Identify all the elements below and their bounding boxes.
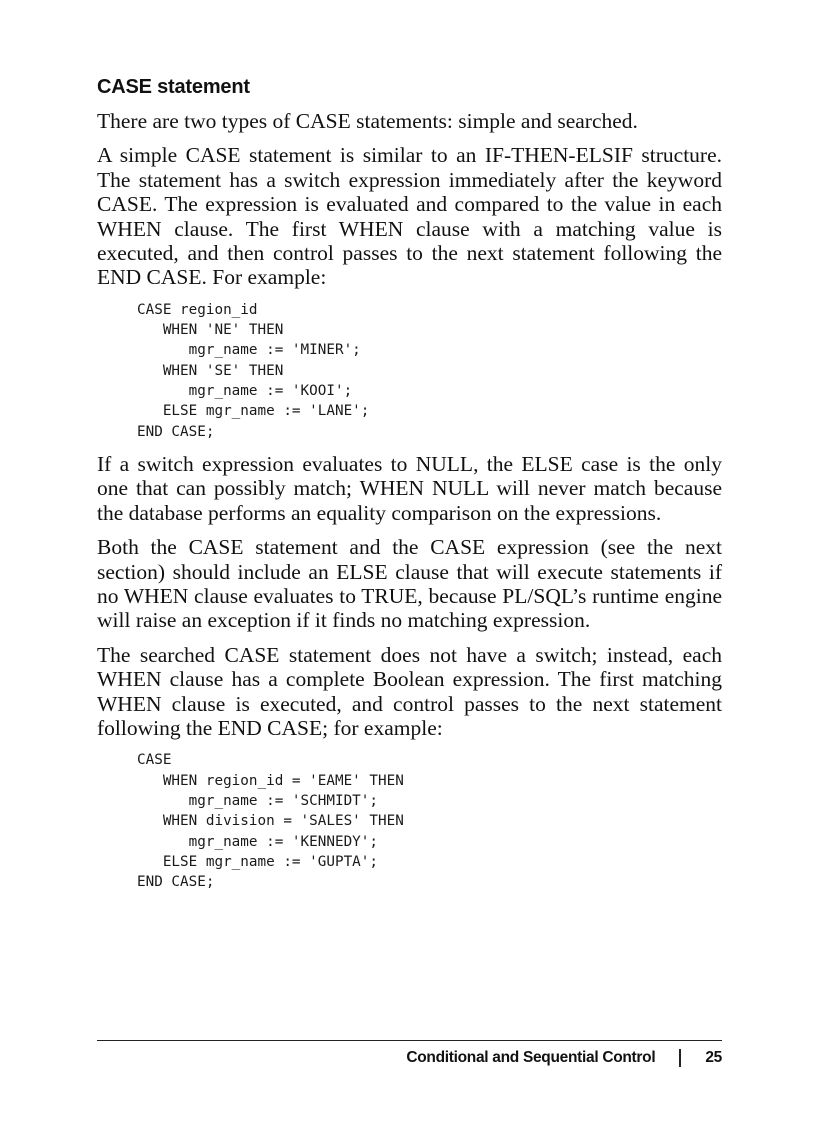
paragraph-null-switch: If a switch expression evaluates to NULL, the ELSE case is the only one that can possibly match; WHEN NULL will never match because the database performs an equality comparison on the expressions. xyxy=(97,451,722,525)
code-line: WHEN division = 'SALES' THEN xyxy=(137,813,404,830)
code-block-searched-case xyxy=(137,750,722,892)
paragraph-searched-case: The searched CASE statement does not have a switch; instead, each WHEN clause has a complete Boolean expression. The first matching WHEN clause is executed, and control passes to the next statement following the END CASE; for example: xyxy=(97,642,722,740)
code-block-simple-case xyxy=(137,300,722,442)
code-line: WHEN 'NE' THEN xyxy=(137,322,284,339)
paragraph-else-clause: Both the CASE statement and the CASE expression (see the next section) should include an ELSE clause that will execute statements if no WHEN clause evaluates to TRUE, because PL/SQL’s runtime engine will raise an exception if it finds no matching expression. xyxy=(97,535,722,633)
code-line: mgr_name := 'MINER'; xyxy=(137,342,361,359)
code-line: CASE region_id xyxy=(137,301,258,318)
code-line: mgr_name := 'SCHMIDT'; xyxy=(137,792,379,809)
code-line: ELSE mgr_name := 'GUPTA'; xyxy=(137,853,379,870)
footer-separator xyxy=(679,1049,681,1067)
code-line: WHEN region_id = 'EAME' THEN xyxy=(137,772,404,789)
paragraph-simple-case: A simple CASE statement is similar to an IF-THEN-ELSIF structure. The statement has a switch expression immediately after the keyword CASE. The expression is evaluated and compared to the value in each WHEN clause. The first WHEN clause with a matching value is executed, and then control passes to the next statement following the END CASE. For example: xyxy=(97,143,722,290)
code-line: CASE xyxy=(137,752,172,769)
section-heading: CASE statement xyxy=(97,76,250,98)
code-line: END CASE; xyxy=(137,423,215,440)
footer-chapter-title: Conditional and Sequential Control xyxy=(406,1049,656,1066)
page-footer xyxy=(97,1040,722,1067)
footer-content xyxy=(97,1041,722,1067)
footer-page-number: 25 xyxy=(705,1049,722,1066)
code-line: WHEN 'SE' THEN xyxy=(137,362,284,379)
code-line: END CASE; xyxy=(137,874,215,891)
code-line: mgr_name := 'KOOI'; xyxy=(137,383,353,400)
code-line: mgr_name := 'KENNEDY'; xyxy=(137,833,379,850)
page-content xyxy=(97,74,722,902)
code-line: ELSE mgr_name := 'LANE'; xyxy=(137,403,370,420)
paragraph-case-types: There are two types of CASE statements: simple and searched. xyxy=(97,109,638,133)
